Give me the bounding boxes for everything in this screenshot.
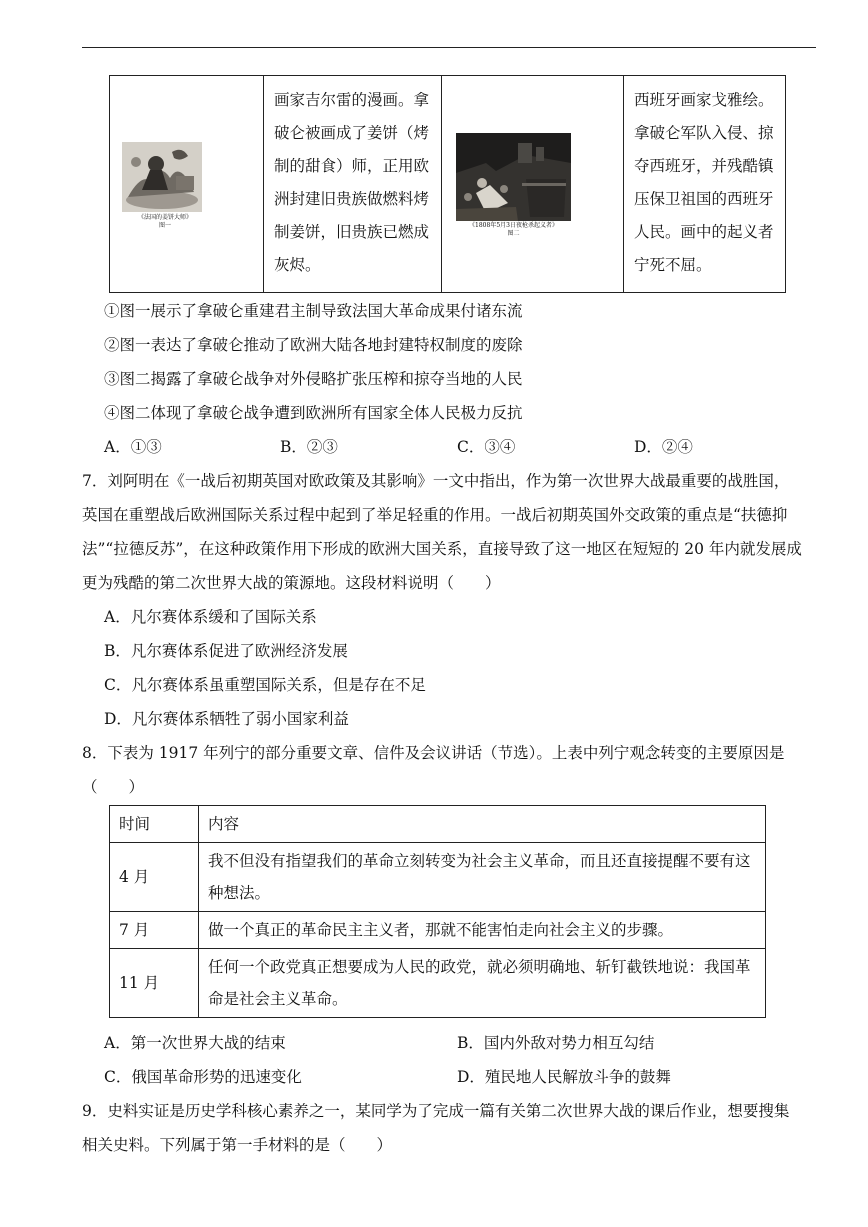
picture-1-description: 画家吉尔雷的漫画。拿破仑被画成了姜饼（烤制的甜食）师，正用欧洲封建旧贵族做燃料烤制姜饼，旧贵族已燃成灰烬。 xyxy=(274,91,430,274)
picture-1-caption-a: 《法国的姜饼大师》 xyxy=(137,214,192,221)
picture-cell-1 xyxy=(110,76,264,293)
gillray-cartoon-image xyxy=(122,142,202,212)
q8-option-b[interactable]: B．国内外敌对势力相互勾结 xyxy=(457,1034,655,1052)
table-cell-content: 我不但没有指望我们的革命立刻转变为社会主义革命，而且还直接提醒不要有这种想法。 xyxy=(199,843,766,912)
q7-option-a[interactable]: A．凡尔赛体系缓和了国际关系 xyxy=(104,608,317,626)
q7-option-d[interactable]: D．凡尔赛体系牺牲了弱小国家利益 xyxy=(104,710,349,728)
q6-statement-2: ②图一表达了拿破仑推动了欧洲大陆各地封建特权制度的废除 xyxy=(104,336,523,354)
q8-option-c[interactable]: C．俄国革命形势的迅速变化 xyxy=(104,1068,302,1086)
q9-line-1: 9．史料实证是历史学科核心素养之一，某同学为了完成一篇有关第二次世界大战的课后作业，想要搜集 xyxy=(82,1102,790,1120)
q6-option-d[interactable]: D．②④ xyxy=(634,438,693,456)
q6-statement-4: ④图二体现了拿破仑战争遭到欧洲所有国家全体人民极力反抗 xyxy=(104,404,523,422)
header-rule xyxy=(82,47,816,48)
picture-2-caption-a: 《1808年5月3日夜枪杀起义者》 xyxy=(469,222,558,229)
q7-option-c[interactable]: C．凡尔赛体系虽重塑国际关系，但是存在不足 xyxy=(104,676,426,694)
q8-option-a[interactable]: A．第一次世界大战的结束 xyxy=(104,1034,286,1052)
picture-2-description: 西班牙画家戈雅绘。拿破仑军队入侵、掠夺西班牙，并残酷镇压保卫祖国的西班牙人民。画中的起义者宁死不屈。 xyxy=(634,91,774,274)
table-row xyxy=(110,949,766,1018)
table-cell-time: 11 月 xyxy=(110,949,199,1018)
picture-cell-2 xyxy=(442,76,624,293)
table-header-content: 内容 xyxy=(199,806,766,843)
picture-2-description-cell xyxy=(624,76,786,293)
q8-line-2: （ ） xyxy=(82,778,145,796)
q8-line-1: 8．下表为 1917 年列宁的部分重要文章、信件及会议讲话（节选）。上表中列宁观念转变的主要原因是 xyxy=(82,744,785,762)
goya-painting-image xyxy=(456,133,571,221)
q6-option-b[interactable]: B．②③ xyxy=(280,438,338,456)
q8-option-d[interactable]: D．殖民地人民解放斗争的鼓舞 xyxy=(457,1068,671,1086)
q7-line-3: 法”“拉德反苏”，在这种政策作用下形成的欧洲大国关系，直接导致了这一地区在短短的 20 年内就发展成 xyxy=(82,540,802,558)
q7-line-2: 英国在重塑战后欧洲国际关系过程中起到了举足轻重的作用。一战后初期英国外交政策的重点是“扶德抑 xyxy=(82,506,788,524)
q6-statement-1: ①图一展示了拿破仑重建君主制导致法国大革命成果付诸东流 xyxy=(104,302,523,320)
q7-line-1: 7．刘阿明在《一战后初期英国对欧政策及其影响》一文中指出，作为第一次世界大战最重要的战胜国， xyxy=(82,472,790,490)
q7-option-b[interactable]: B．凡尔赛体系促进了欧洲经济发展 xyxy=(104,642,348,660)
q6-option-a[interactable]: A．①③ xyxy=(104,438,162,456)
q7-line-4: 更为残酷的第二次世界大战的策源地。这段材料说明（ ） xyxy=(82,574,501,592)
table-cell-content: 任何一个政党真正想要成为人民的政党，就必须明确地、斩钉截铁地说：我国革命是社会主义革命。 xyxy=(199,949,766,1018)
picture-table xyxy=(109,75,786,293)
table-row xyxy=(110,912,766,949)
table-cell-content: 做一个真正的革命民主主义者，那就不能害怕走向社会主义的步骤。 xyxy=(199,912,766,949)
table-cell-time: 7 月 xyxy=(110,912,199,949)
picture-1-caption-b: 图一 xyxy=(158,222,171,229)
picture-2-caption-b: 图二 xyxy=(507,230,520,237)
table-row xyxy=(110,843,766,912)
picture-1-description-cell xyxy=(264,76,442,293)
q6-statement-3: ③图二揭露了拿破仑战争对外侵略扩张压榨和掠夺当地的人民 xyxy=(104,370,523,388)
table-cell-time: 4 月 xyxy=(110,843,199,912)
table-header-time: 时间 xyxy=(110,806,199,843)
q9-line-2: 相关史料。下列属于第一手材料的是（ ） xyxy=(82,1136,393,1154)
lenin-table xyxy=(109,805,766,1018)
table-header-row xyxy=(110,806,766,843)
q6-option-c[interactable]: C．③④ xyxy=(457,438,516,456)
